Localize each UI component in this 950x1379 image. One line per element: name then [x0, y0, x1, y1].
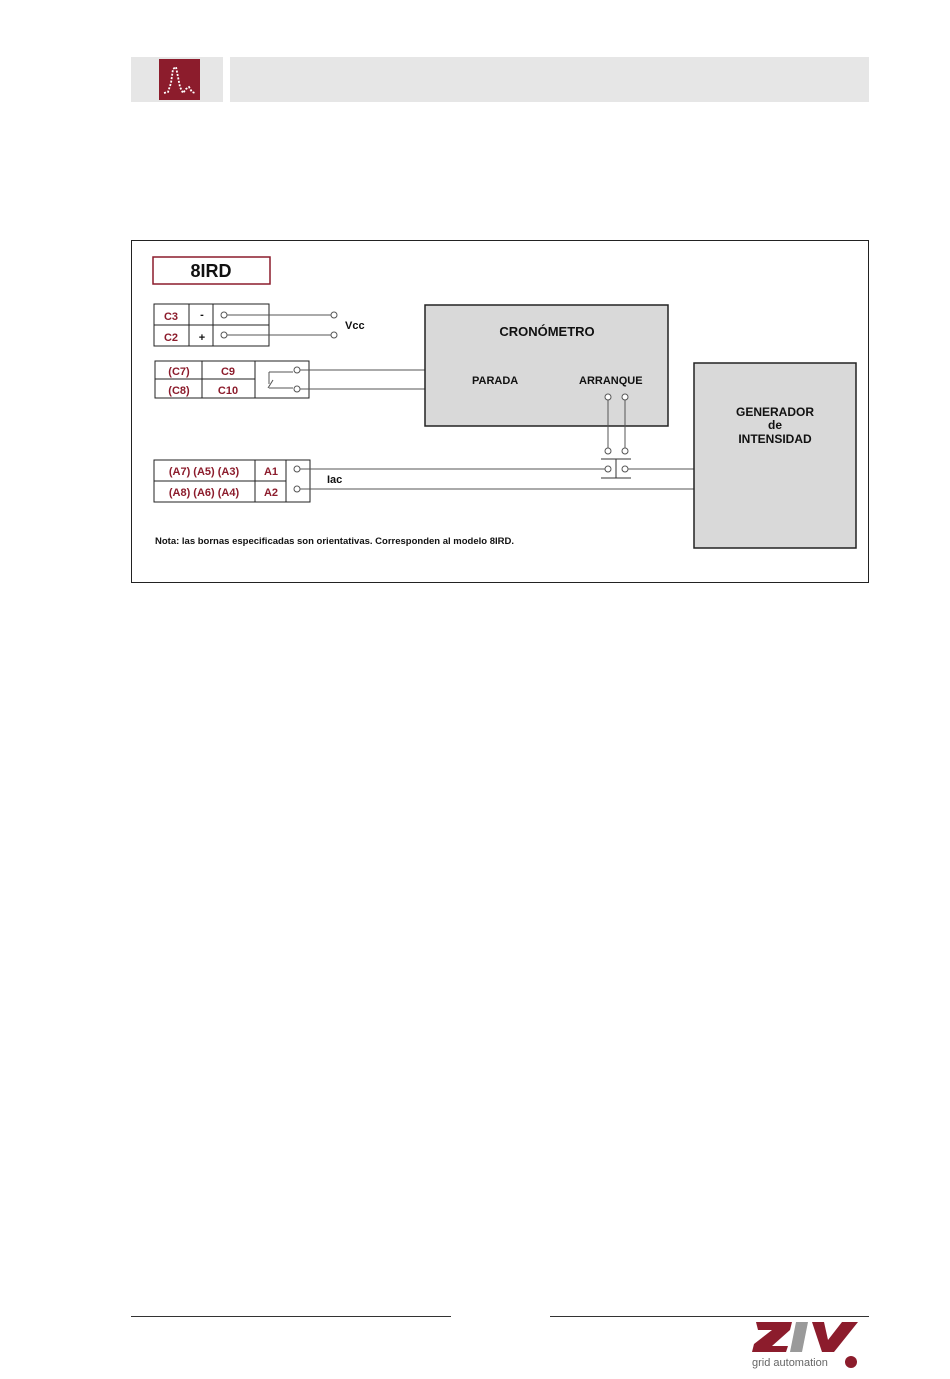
terminal-c9: C9 — [220, 366, 236, 378]
header-bar — [230, 57, 869, 102]
terminal-c10: C10 — [217, 385, 239, 397]
stop-label: PARADA — [472, 375, 519, 387]
chronometer-title: CRONÓMETRO — [499, 324, 595, 339]
chronometer-box — [425, 305, 668, 426]
terminal-c2: C2 — [163, 332, 179, 344]
generator-line-3: INTENSIDAD — [738, 432, 812, 446]
terminal-a7-a5-a3: (A7) (A5) (A3) — [168, 466, 240, 478]
terminal-a8-a6-a4: (A8) (A6) (A4) — [168, 487, 240, 499]
waveform-icon — [159, 59, 200, 100]
model-title: 8IRD — [190, 261, 232, 281]
terminal-a2: A2 — [263, 487, 279, 499]
wiring-diagram — [131, 240, 869, 583]
generator-line-1: GENERADOR — [735, 405, 815, 419]
ziv-logo — [750, 1318, 870, 1373]
logo-dot-icon — [845, 1356, 857, 1368]
generator-line-2: de — [767, 418, 783, 432]
polarity-negative: - — [200, 309, 204, 321]
footer-rule-right — [550, 1316, 869, 1317]
header-icon-block — [131, 57, 223, 102]
footer-rule-left — [131, 1316, 451, 1317]
terminal-a1: A1 — [263, 466, 279, 478]
diagram-note: Nota: las bornas especificadas son orientativas. Corresponden al modelo 8IRD. — [155, 536, 514, 547]
vcc-label: Vcc — [345, 320, 365, 332]
terminal-c8: (C8) — [168, 385, 190, 397]
iac-label: Iac — [327, 474, 343, 486]
start-label: ARRANQUE — [579, 375, 643, 387]
current-generator-box — [694, 363, 856, 548]
terminal-c3: C3 — [163, 311, 179, 323]
terminal-c7: (C7) — [168, 366, 190, 378]
logo-tagline: grid automation — [752, 1357, 828, 1369]
polarity-positive: + — [198, 332, 206, 344]
